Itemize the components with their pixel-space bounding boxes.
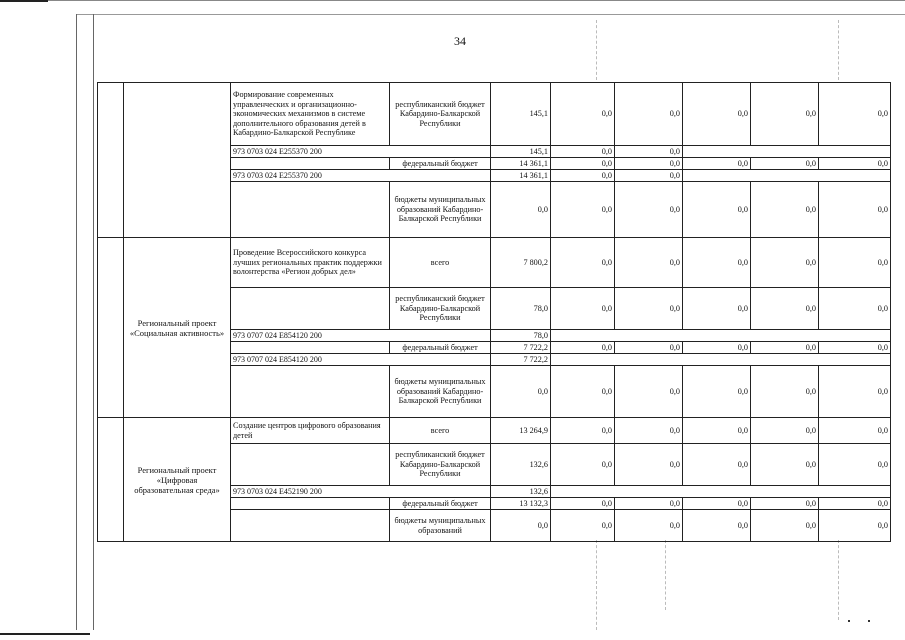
funding-source: бюджеты муниципальных образований Кабардино-Балкарской Республики: [390, 182, 491, 238]
table-row: федеральный бюджет 13 132,3 0,0 0,0 0,0 0,0 0,0: [98, 498, 891, 510]
budget-code: 973 0703 024 Е255370 200: [231, 170, 491, 182]
event-name: Создание центров цифрового образования детей: [231, 418, 390, 444]
table-row: федеральный бюджет 7 722,2 0,0 0,0 0,0 0,0 0,0: [98, 342, 891, 354]
column-guide: [596, 540, 597, 630]
column-guide: [838, 540, 839, 620]
funding-source: всего: [390, 418, 491, 444]
budget-code: 973 0703 024 Е255370 200: [231, 146, 491, 158]
regional-project: Региональный проект «Цифровая образовательная среда»: [124, 418, 231, 542]
column-guide: [665, 540, 666, 610]
funding-source: бюджеты муниципальных образований Кабардино-Балкарской Республики: [390, 366, 491, 418]
column-guide: [838, 20, 839, 80]
table-row: 973 0707 024 Е854120 200 78,0: [98, 330, 891, 342]
page-frame-left-inner: [93, 14, 94, 630]
table-row: бюджеты муниципальных образований Кабардино-Балкарской Республики 0,0 0,0 0,0 0,0 0,0 0,0: [98, 182, 891, 238]
page-frame-top: [76, 14, 905, 15]
table-row: бюджеты муниципальных образований 0,0 0,0 0,0 0,0 0,0 0,0: [98, 510, 891, 542]
funding-source: республиканский бюджет Кабардино-Балкарской Республики: [390, 444, 491, 486]
table-row: Региональный проект «Социальная активность» Проведение Всероссийского конкурса лучших региональных практик поддержки волонтерства «Регион добрых дел» всего 7 800,2 0,0 0,0 0,0 0,0 0,0: [98, 238, 891, 288]
table-row: Региональный проект «Цифровая образовательная среда» Создание центров цифрового образования детей всего 13 264,9 0,0 0,0 0,0 0,0 0,0: [98, 418, 891, 444]
table-row: 973 0707 024 Е854120 200 7 722,2: [98, 354, 891, 366]
budget-code: 973 0707 024 Е854120 200: [231, 354, 491, 366]
table-row: Формирование современных управленческих и организационно-экономических механизмов в системе дополнительного образования детей в Кабардино-Балкарской Республике республиканский бюджет Кабардино-Балкарской Республики 145,1 0,0 0,0 0,0 0,0 0,0: [98, 83, 891, 146]
funding-source: федеральный бюджет: [390, 498, 491, 510]
table-row: федеральный бюджет 14 361,1 0,0 0,0 0,0 0,0 0,0: [98, 158, 891, 170]
scan-speck: [848, 620, 850, 622]
funding-source: федеральный бюджет: [390, 342, 491, 354]
table-row: бюджеты муниципальных образований Кабардино-Балкарской Республики 0,0 0,0 0,0 0,0 0,0 0,0: [98, 366, 891, 418]
table-row: 973 0703 024 Е255370 200 145,1 0,0 0,0: [98, 146, 891, 158]
event-name: Формирование современных управленческих и организационно-экономических механизмов в системе дополнительного образования детей в Кабардино-Балкарской Республике: [231, 83, 390, 146]
regional-project: Региональный проект «Социальная активность»: [124, 238, 231, 418]
scan-speck: [868, 620, 870, 622]
page-number: 34: [454, 34, 466, 48]
budget-code: 973 0707 024 Е854120 200: [231, 330, 491, 342]
table-row: республиканский бюджет Кабардино-Балкарской Республики 78,0 0,0 0,0 0,0 0,0 0,0: [98, 288, 891, 330]
column-guide: [596, 20, 597, 80]
budget-table: [97, 82, 891, 542]
budget-code: 973 0703 024 Е452190 200: [231, 486, 491, 498]
table-row: республиканский бюджет Кабардино-Балкарской Республики 132,6 0,0 0,0 0,0 0,0 0,0: [98, 444, 891, 486]
amount-total: 145,1: [491, 83, 551, 146]
funding-source: федеральный бюджет: [390, 158, 491, 170]
funding-source: всего: [390, 238, 491, 288]
scan-edge: [0, 0, 905, 5]
event-name: Проведение Всероссийского конкурса лучших региональных практик поддержки волонтерства «Регион добрых дел»: [231, 238, 390, 288]
page-frame-left: [76, 14, 77, 630]
table-row: 973 0703 024 Е452190 200 132,6: [98, 486, 891, 498]
funding-source: республиканский бюджет Кабардино-Балкарской Республики: [390, 83, 491, 146]
table-row: 973 0703 024 Е255370 200 14 361,1 0,0 0,0: [98, 170, 891, 182]
funding-source: бюджеты муниципальных образований: [390, 510, 491, 542]
scan-mark: [0, 0, 48, 2]
scan-mark: [0, 633, 90, 635]
funding-source: республиканский бюджет Кабардино-Балкарской Республики: [390, 288, 491, 330]
